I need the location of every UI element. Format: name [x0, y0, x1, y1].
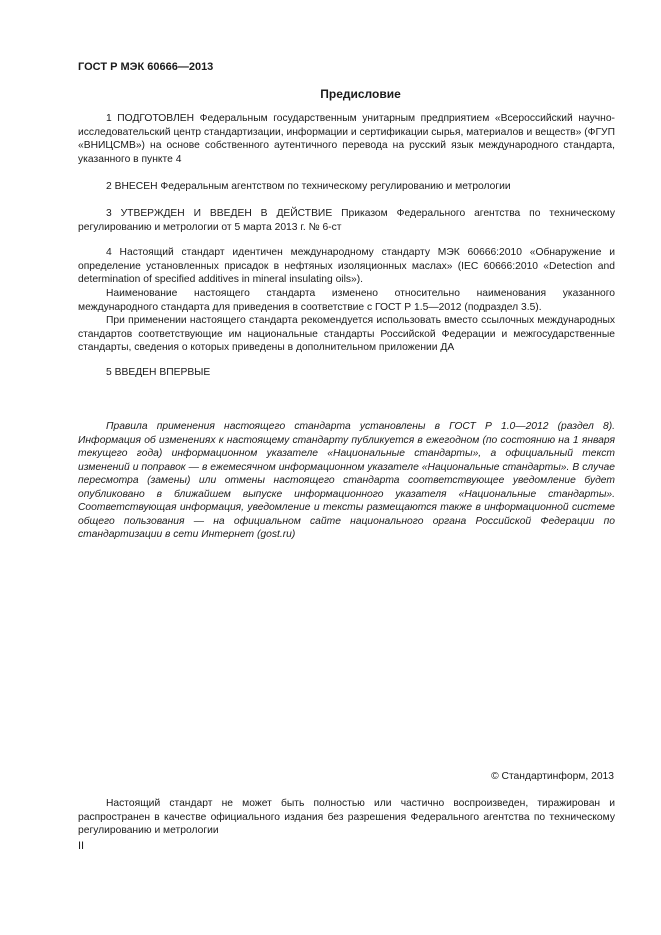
paragraph-2-introduced-by: 2 ВНЕСЕН Федеральным агентством по техническому регулированию и метрологии [106, 181, 511, 192]
paragraph-1-prepared-by: 1 ПОДГОТОВЛЕН Федеральным государственным унитарным предприятием «Всероссийский научно-исследовательский центр стандартизации, информации и сертификации сырья, материалов и веществ» (ФГУП «ВНИЦСМВ») на основе собственного аутентичного перевода на русский язык международного стандарта, указанного в пункте 4 [78, 113, 615, 165]
standard-code: ГОСТ Р МЭК 60666—2013 [78, 61, 214, 73]
paragraph-5-first-introduced: 5 ВВЕДЕН ВПЕРВЫЕ [106, 367, 211, 378]
paragraph-3-approved: 3 УТВЕРЖДЕН И ВВЕДЕН В ДЕЙСТВИЕ Приказом Федерального агентства по техническому регулированию и метрологии от 5 марта 2013 г. № 6-ст [78, 208, 615, 233]
paragraph-4-identical-standard: 4 Настоящий стандарт идентичен международному стандарту МЭК 60666:2010 «Обнаружение и определение установленных присадок в нефтяных изоляционных маслах» (IEC 60666:2010 «Detection and determination of specified additives in mineral insulating oils»). [78, 247, 615, 285]
application-rules-notice: Правила применения настоящего стандарта установлены в ГОСТ Р 1.0—2012 (раздел 8). Информация об изменениях к настоящему стандарту публикуется в ежегодном (по состоянию на 1 января текущего года) информационном указателе «Национальные стандарты», а официальный текст изменений и поправок — в ежемесячном информационном указателе «Национальные стандарты». В случае пересмотра (замены) или отмены настоящего стандарта соответствующее уведомление будет опубликовано в ближайшем выпуске информационного указателя «Национальные стандарты». Соответствующая информация, уведомление и тексты размещаются также в информационной системе общего пользования — на официальном сайте национального органа Российской Федерации по стандартизации в сети Интернет (gost.ru) [78, 421, 615, 540]
reproduction-restriction-notice: Настоящий стандарт не может быть полностью или частично воспроизведен, тиражирован и распространен в качестве официального издания без разрешения Федерального агентства по техническому регулированию и метрологии [78, 798, 615, 836]
paragraph-4-reference-standards: При применении настоящего стандарта рекомендуется использовать вместо ссылочных международных стандартов соответствующие им национальные стандарты Российской Федерации и межгосударственные стандарты, сведения о которых приведены в дополнительном приложении ДА [78, 315, 615, 353]
paragraph-4-name-change: Наименование настоящего стандарта изменено относительно наименования указанного международного стандарта для приведения в соответствие с ГОСТ Р 1.5—2012 (подраздел 3.5). [78, 288, 615, 313]
page-title: Предисловие [320, 87, 401, 101]
page-number: II [78, 840, 85, 852]
copyright-line: © Стандартинформ, 2013 [491, 771, 614, 782]
